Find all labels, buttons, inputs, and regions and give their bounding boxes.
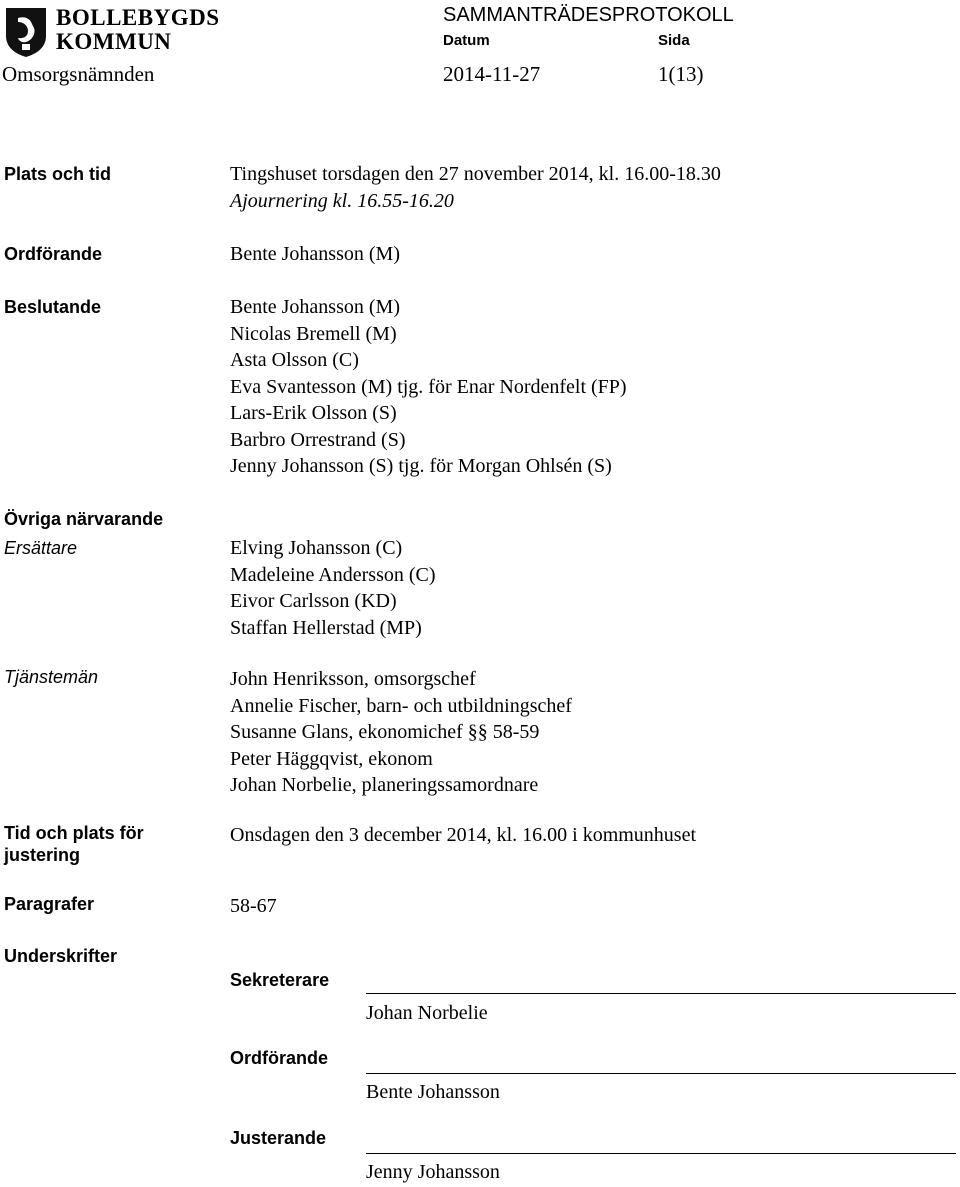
municipality-logo [4,4,220,60]
adjustment-label-line1: Tid och plats för [4,823,144,843]
adjournment-line: Ajournering kl. 16.55-16.20 [230,189,454,212]
signature-role-adjuster: Justerande [230,1128,327,1148]
signature-line-adjuster [366,1153,956,1154]
org-name-line2: KOMMUN [56,29,172,54]
list-item: Peter Häggqvist, ekonom [230,747,433,770]
list-item: Annelie Fischer, barn- och utbildningschef [230,694,572,717]
signature-name-adjuster: Jenny Johansson [366,1161,500,1183]
paragraphs-label: Paragrafer [4,894,95,914]
place-time-line: Tingshuset torsdagen den 27 november 2014, kl. 16.00-18.30 [230,163,721,185]
date-label: Datum [443,32,490,49]
place-time-label: Plats och tid [4,164,112,184]
list-item: Staffan Hellerstad (MP) [230,616,422,639]
list-item: Johan Norbelie, planeringssamordnare [230,774,539,796]
substitutes-list [230,535,436,641]
officials-list [230,666,572,799]
list-item: Lars-Erik Olsson (S) [230,402,397,424]
adjustment-label-line2: justering [4,845,81,865]
signature-name-secretary: Johan Norbelie [366,1002,488,1024]
committee-name: Omsorgsnämnden [2,62,155,86]
list-item: John Henriksson, omsorgschef [230,668,476,690]
signature-role-chair: Ordförande [230,1048,329,1068]
signature-line-chair [366,1073,956,1074]
page-number: 1(13) [658,62,704,86]
list-item: Eva Svantesson (M) tjg. för Enar Nordenfelt (FP) [230,375,627,398]
list-item: Eivor Carlsson (KD) [230,590,397,612]
list-item: Elving Johansson (C) [230,537,403,559]
paragraphs-value: 58-67 [230,895,277,917]
list-item: Barbro Orrestrand (S) [230,428,406,451]
deciding-members [230,294,627,480]
adjustment-value: Onsdagen den 3 december 2014, kl. 16.00 i kommunhuset [230,824,697,846]
document-title: SAMMANTRÄDESPROTOKOLL [443,4,734,26]
list-item: Asta Olsson (C) [230,349,359,371]
coat-of-arms-icon [4,6,48,58]
list-item: Jenny Johansson (S) tjg. för Morgan Ohlsén (S) [230,455,612,477]
chair-label: Ordförande [4,244,103,264]
org-name-line1: BOLLEBYGDS [56,5,220,30]
signature-line-secretary [366,993,956,994]
signatures-label: Underskrifter [4,946,118,966]
signature-role-secretary: Sekreterare [230,970,330,990]
page-label: Sida [658,32,690,49]
adjustment-label [4,822,144,866]
officials-label: Tjänstemän [4,667,99,687]
signature-name-chair: Bente Johansson [366,1081,500,1103]
meeting-date: 2014-11-27 [443,62,541,86]
others-present-label: Övriga närvarande [4,509,164,529]
list-item: Nicolas Bremell (M) [230,322,397,345]
deciding-label: Beslutande [4,297,102,317]
chair-name: Bente Johansson (M) [230,243,400,265]
list-item: Susanne Glans, ekonomichef §§ 58-59 [230,721,540,743]
substitutes-label: Ersättare [4,538,78,558]
place-time-value [230,161,721,214]
list-item: Bente Johansson (M) [230,296,400,318]
list-item: Madeleine Andersson (C) [230,563,436,586]
